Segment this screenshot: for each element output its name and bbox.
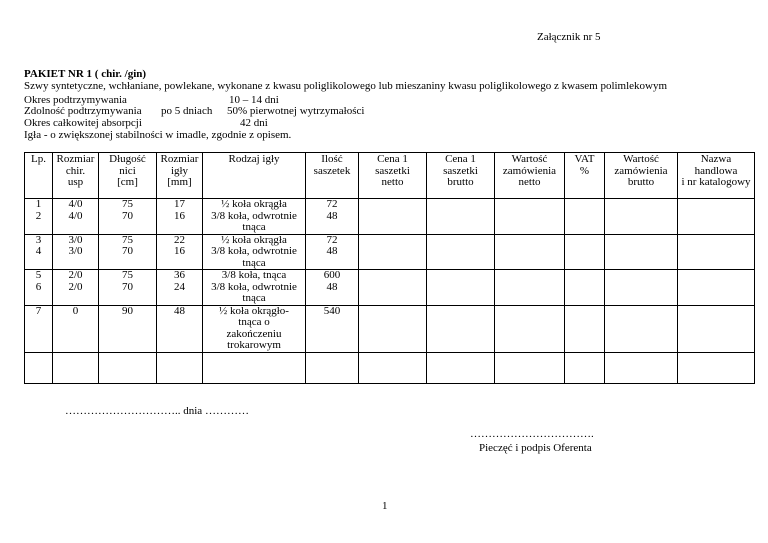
- cell-line: 1: [35, 198, 42, 210]
- col-sachet-count-header: [306, 153, 359, 199]
- attachment-label: Załącznik nr 5: [537, 31, 601, 43]
- cell-line: 5: [35, 269, 42, 281]
- col-unit-price-gross-header: [427, 153, 495, 199]
- empty-cell: [605, 352, 678, 383]
- cell-line: 600: [323, 269, 341, 281]
- header-line: Lp.: [31, 153, 46, 165]
- header-line: Wartość: [623, 153, 659, 165]
- cell-line: 72: [326, 234, 338, 246]
- signature-label: Pieczęć i podpis Oferenta: [479, 442, 592, 454]
- package-description: Szwy syntetyczne, wchłaniane, powlekane, wykonane z kwasu poliglikolowego lub mieszaniny kwasu poliglikolowego z kwasem polimlekowym: [24, 80, 668, 92]
- empty-entry-cell[interactable]: [427, 199, 495, 235]
- cell-line: 4/0: [68, 198, 83, 210]
- empty-entry-cell[interactable]: [605, 270, 678, 306]
- empty-cell: [359, 352, 427, 383]
- header-line: zamówienia: [502, 164, 557, 177]
- cell-needle-size: [157, 305, 203, 352]
- cell-line: 36: [174, 269, 185, 281]
- cell-size-usp: [53, 234, 99, 270]
- header-line: %: [579, 164, 590, 177]
- header-line: [cm]: [117, 176, 138, 188]
- cell-needle-size: [157, 234, 203, 270]
- header-line: chir.: [65, 164, 86, 177]
- empty-cell: [427, 352, 495, 383]
- cell-thread-length: [99, 270, 157, 306]
- cell-line: 75: [122, 269, 133, 281]
- cell-line: 540: [323, 305, 341, 317]
- col-size-usp-header: [53, 153, 99, 199]
- empty-entry-cell[interactable]: [565, 199, 605, 235]
- cell-line: trokarowym: [227, 339, 281, 351]
- header-line: i nr katalogowy: [681, 176, 751, 188]
- cell-size-usp: [53, 305, 99, 352]
- empty-entry-cell[interactable]: [678, 270, 755, 306]
- cell-line: 70: [122, 280, 133, 293]
- empty-cell: [678, 352, 755, 383]
- header-line: Rodzaj igły: [228, 153, 280, 165]
- header-line: [mm]: [167, 176, 192, 188]
- cell-line: 3/8 koła, odwrotnie: [211, 280, 297, 293]
- cell-line: zakończeniu: [226, 327, 282, 340]
- empty-entry-cell[interactable]: [495, 305, 565, 352]
- cell-lp: [25, 199, 53, 235]
- cell-line: 22: [174, 234, 185, 246]
- col-needle-type-header: [203, 153, 306, 199]
- col-trade-name-header: [678, 153, 755, 199]
- cell-line: 17: [174, 198, 185, 210]
- absorption-period-value: 42 dni: [240, 117, 268, 129]
- empty-cell: [565, 352, 605, 383]
- cell-line: 48: [174, 305, 185, 317]
- empty-entry-cell[interactable]: [427, 305, 495, 352]
- table-row: [25, 305, 755, 352]
- cell-needle-size: [157, 199, 203, 235]
- cell-line: tnąca: [242, 221, 266, 233]
- header-line: Długość: [109, 153, 146, 165]
- col-unit-price-net-header: [359, 153, 427, 199]
- header-line: handlowa: [694, 164, 738, 177]
- cell-line: 70: [122, 209, 133, 222]
- empty-entry-cell[interactable]: [359, 270, 427, 306]
- cell-line: 3/0: [68, 245, 83, 257]
- cell-line: 6: [35, 280, 42, 293]
- table-spacer-row: [25, 352, 755, 383]
- empty-entry-cell[interactable]: [427, 234, 495, 270]
- empty-entry-cell[interactable]: [678, 234, 755, 270]
- empty-cell: [495, 352, 565, 383]
- cell-line: 3: [35, 234, 42, 246]
- empty-entry-cell[interactable]: [359, 234, 427, 270]
- cell-size-usp: [53, 270, 99, 306]
- table-row: [25, 270, 755, 306]
- cell-size-usp: [53, 199, 99, 235]
- cell-needle-type: [203, 305, 306, 352]
- date-line: ………………………….. dnia …………: [65, 405, 249, 417]
- empty-entry-cell[interactable]: [495, 270, 565, 306]
- empty-entry-cell[interactable]: [678, 199, 755, 235]
- header-line: Nazwa: [700, 153, 732, 165]
- cell-needle-type: [203, 270, 306, 306]
- empty-cell: [157, 352, 203, 383]
- cell-sachet-count: [306, 234, 359, 270]
- retention-strength-days: po 5 dniach: [161, 105, 213, 117]
- cell-thread-length: [99, 234, 157, 270]
- table-row: [25, 234, 755, 270]
- cell-sachet-count: [306, 305, 359, 352]
- cell-line: 16: [174, 209, 185, 222]
- col-needle-size-header: [157, 153, 203, 199]
- product-table: [24, 152, 755, 384]
- empty-entry-cell[interactable]: [495, 199, 565, 235]
- cell-line: 75: [122, 198, 133, 210]
- cell-lp: [25, 234, 53, 270]
- header-line: saszetki: [375, 164, 410, 177]
- header-line: VAT: [574, 153, 595, 165]
- cell-sachet-count: [306, 270, 359, 306]
- cell-needle-type: [203, 199, 306, 235]
- empty-entry-cell[interactable]: [427, 270, 495, 306]
- retention-strength-label: Zdolność podtrzymywania: [24, 105, 142, 117]
- cell-sachet-count: [306, 199, 359, 235]
- cell-line: tnąca: [242, 256, 266, 269]
- cell-lp: [25, 270, 53, 306]
- cell-line: 16: [174, 245, 185, 257]
- header-line: brutto: [447, 176, 474, 188]
- empty-entry-cell[interactable]: [605, 234, 678, 270]
- header-line: saszetki: [443, 164, 478, 177]
- empty-entry-cell[interactable]: [359, 199, 427, 235]
- package-title: PAKIET NR 1 ( chir. /gin): [24, 68, 147, 80]
- col-order-value-net-header: [495, 153, 565, 199]
- cell-needle-type: [203, 234, 306, 270]
- signature-line: …………………………….: [470, 428, 594, 440]
- cell-line: ½ koła okrągło-: [219, 305, 289, 317]
- cell-thread-length: [99, 305, 157, 352]
- retention-period-label: Okres podtrzymywania: [24, 94, 127, 106]
- absorption-period-label: Okres całkowitej absorpcji: [24, 117, 142, 129]
- header-line: usp: [67, 176, 84, 188]
- cell-line: 3/8 koła, tnąca: [221, 269, 287, 281]
- header-line: Rozmiar: [160, 153, 199, 165]
- header-line: netto: [381, 176, 404, 188]
- cell-line: 90: [122, 305, 133, 317]
- cell-line: 48: [326, 209, 338, 222]
- cell-line: 70: [122, 245, 133, 257]
- header-line: Cena 1: [445, 153, 476, 165]
- header-line: zamówienia: [614, 164, 668, 177]
- empty-cell: [53, 352, 99, 383]
- header-line: netto: [518, 176, 541, 188]
- cell-line: 7: [35, 305, 42, 317]
- empty-cell: [306, 352, 359, 383]
- empty-entry-cell[interactable]: [359, 305, 427, 352]
- cell-line: 3/8 koła, odwrotnie: [211, 209, 297, 222]
- header-line: Cena 1: [377, 153, 408, 165]
- empty-entry-cell[interactable]: [605, 199, 678, 235]
- header-line: saszetek: [313, 164, 351, 177]
- cell-line: 2/0: [68, 269, 83, 281]
- cell-line: tnąca o: [238, 316, 270, 328]
- table-header-row: [25, 153, 755, 199]
- empty-entry-cell[interactable]: [605, 305, 678, 352]
- col-lp-header: [25, 153, 53, 199]
- cell-line: ½ koła okrągła: [221, 198, 287, 210]
- empty-cell: [25, 352, 53, 383]
- empty-entry-cell[interactable]: [565, 305, 605, 352]
- empty-entry-cell[interactable]: [565, 234, 605, 270]
- cell-needle-size: [157, 270, 203, 306]
- cell-line: 24: [174, 280, 185, 293]
- cell-line: ½ koła okrągła: [221, 234, 287, 246]
- table-row: [25, 199, 755, 235]
- cell-line: 2: [35, 209, 42, 222]
- header-line: Ilość: [321, 153, 343, 165]
- cell-line: 4: [35, 245, 42, 257]
- cell-line: 3/8 koła, odwrotnie: [211, 245, 297, 257]
- col-thread-length-header: [99, 153, 157, 199]
- needle-note: Igła - o zwiększonej stabilności w imadle, zgodnie z opisem.: [24, 129, 292, 141]
- empty-entry-cell[interactable]: [678, 305, 755, 352]
- retention-period-value: 10 – 14 dni: [229, 94, 279, 106]
- col-order-value-gross-header: [605, 153, 678, 199]
- cell-lp: [25, 305, 53, 352]
- page-number: 1: [382, 500, 388, 512]
- cell-line: 75: [122, 234, 133, 246]
- col-vat-header: [565, 153, 605, 199]
- cell-line: tnąca: [242, 292, 266, 304]
- cell-line: 48: [326, 280, 338, 293]
- header-line: brutto: [627, 176, 655, 188]
- header-line: Wartość: [511, 153, 548, 165]
- cell-line: 48: [326, 245, 338, 257]
- empty-cell: [203, 352, 306, 383]
- cell-line: 0: [72, 305, 79, 317]
- header-line: igły: [170, 164, 189, 177]
- empty-entry-cell[interactable]: [565, 270, 605, 306]
- retention-strength-value: 50% pierwotnej wytrzymałości: [227, 105, 365, 117]
- cell-line: 3/0: [68, 234, 83, 246]
- cell-line: 2/0: [68, 280, 83, 293]
- empty-cell: [99, 352, 157, 383]
- cell-line: 72: [326, 198, 338, 210]
- cell-thread-length: [99, 199, 157, 235]
- cell-line: 4/0: [68, 209, 83, 222]
- header-line: nici: [119, 164, 136, 177]
- header-line: Rozmiar: [56, 153, 95, 165]
- empty-entry-cell[interactable]: [495, 234, 565, 270]
